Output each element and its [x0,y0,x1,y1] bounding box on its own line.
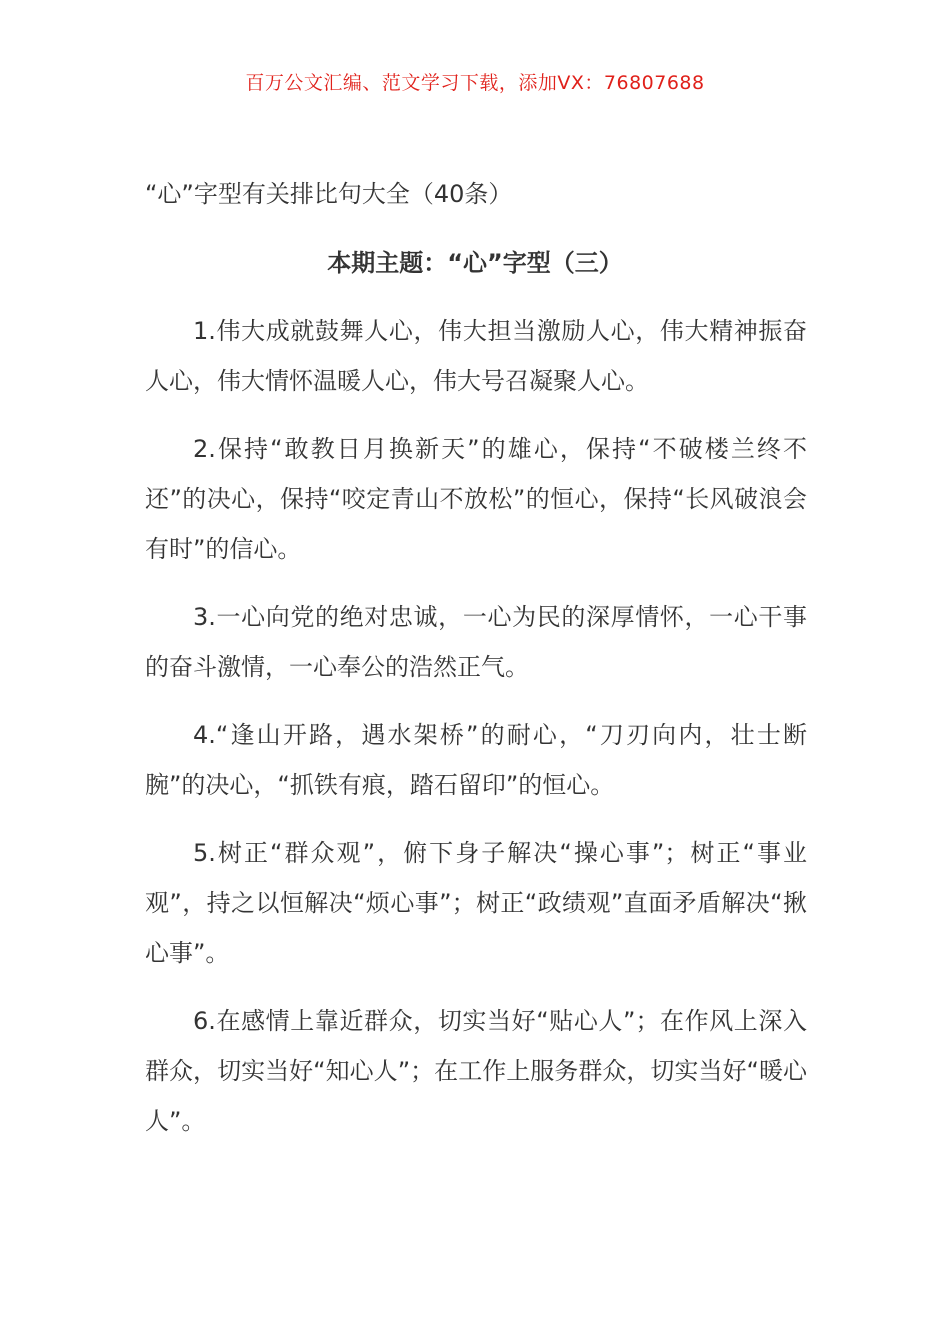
header-watermark-note: 百万公文汇编、范文学习下载，添加VX：76807688 [245,72,705,94]
document-body [145,306,807,1164]
document-title: “心”字型有关排比句大全（40条） [145,180,513,208]
document-subtitle: 本期主题：“心”字型（三） [327,249,623,277]
paragraph-5: 5.树正“群众观”，俯下身子解决“操心事”；树正“事业观”，持之以恒解决“烦心事”；树正“政绩观”直面矛盾解决“揪心事”。 [145,839,807,967]
paragraph-3: 3.一心向党的绝对忠诚，一心为民的深厚情怀，一心干事的奋斗激情，一心奉公的浩然正气。 [145,603,807,681]
paragraph-1: 1.伟大成就鼓舞人心，伟大担当激励人心，伟大精神振奋人心，伟大情怀温暖人心，伟大号召凝聚人心。 [145,317,807,395]
paragraph-4: 4.“逢山开路，遇水架桥”的耐心，“刀刃向内，壮士断腕”的决心，“抓铁有痕，踏石留印”的恒心。 [145,721,807,799]
paragraph-2: 2.保持“敢教日月换新天”的雄心，保持“不破楼兰终不还”的决心，保持“咬定青山不放松”的恒心，保持“长风破浪会有时”的信心。 [145,435,807,563]
paragraph-6: 6.在感情上靠近群众，切实当好“贴心人”；在作风上深入群众，切实当好“知心人”；在工作上服务群众，切实当好“暖心人”。 [145,1007,807,1135]
